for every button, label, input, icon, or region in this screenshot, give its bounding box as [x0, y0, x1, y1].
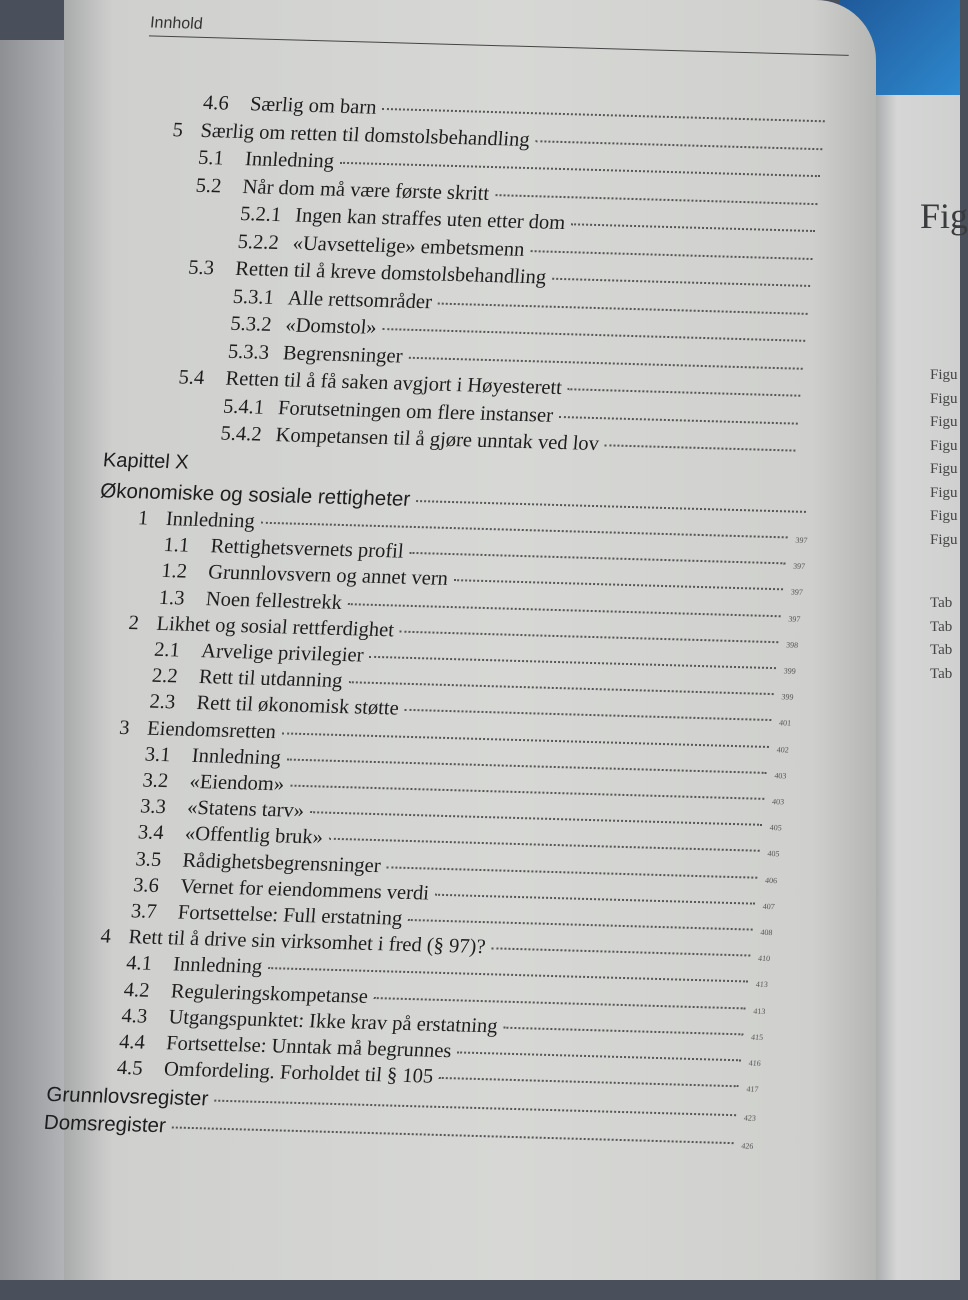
toc-entry-title: Grunnlovsregister: [45, 1083, 209, 1111]
toc-entry-number: 2.2: [151, 665, 200, 689]
toc-entry-title: Rett til å drive sin virksomhet i fred (§ 97)?: [128, 926, 487, 959]
toc-entry-title: Domsregister: [43, 1111, 167, 1138]
dot-leader: [310, 811, 762, 826]
dot-leader: [287, 758, 767, 773]
toc-entry-page: 407: [758, 902, 775, 911]
toc-entry-title: «Statens tarv»: [186, 797, 305, 823]
chapter-title-text: Økonomiske og sosiale rettigheter: [99, 479, 411, 512]
dot-leader: [400, 630, 779, 643]
toc-entry-title: Forutsetningen om flere instanser: [277, 397, 554, 428]
toc-entry-title: Arvelige privilegier: [200, 640, 364, 667]
toc-entry-number: 2: [128, 612, 158, 636]
toc-entry-number: 2.1: [153, 639, 202, 663]
toc-entry-page: 413: [751, 980, 768, 989]
book-page: [64, 0, 876, 1280]
dot-leader: [439, 1077, 739, 1087]
toc-entry-page: 398: [782, 640, 799, 649]
toc-entry-title: Særlig om retten til domstolsbehandling: [200, 119, 531, 151]
dot-leader: [457, 1051, 741, 1061]
toc-entry-title: Innledning: [191, 745, 282, 770]
right-page-list-item: Figu: [930, 367, 958, 384]
toc-entry-number: 4.4: [118, 1031, 167, 1055]
toc-entry-number: 3.7: [130, 900, 179, 924]
right-page-heading: Fig: [920, 195, 968, 237]
right-page-list-item: Figu: [930, 461, 958, 478]
toc-entry-title: Grunnlovsvern og annet vern: [207, 562, 449, 592]
toc-entry-title: «Offentlig bruk»: [184, 823, 324, 850]
dot-leader: [495, 194, 818, 205]
toc-entry-page: 397: [791, 536, 808, 545]
toc-entry-title: Rettighetsvernets profil: [210, 536, 405, 564]
dot-leader: [503, 1026, 743, 1035]
toc-entry-page: 410: [754, 954, 771, 963]
toc-entry-title: Innledning: [165, 508, 256, 533]
toc-entry-page: 403: [768, 797, 785, 806]
toc-entry-page: 403: [770, 771, 787, 780]
toc-entry-title: Retten til å få saken avgjort i Høyesterett: [225, 368, 563, 400]
dot-leader: [405, 709, 772, 721]
toc-entry-number: 5.2: [195, 174, 244, 198]
toc-entry-number: 5.4.2: [220, 423, 277, 447]
toc-entry-number: 5.2.1: [239, 203, 296, 227]
toc-entry-number: 3.4: [137, 822, 186, 846]
toc-entry-title: «Domstol»: [284, 314, 377, 339]
running-header: Innhold: [149, 14, 851, 55]
dot-leader: [491, 947, 750, 956]
toc-entry-title: «Eiendom»: [189, 771, 286, 797]
toc-entry-number: 5.3.3: [227, 340, 284, 364]
toc-entry-number: 5.2.2: [237, 230, 294, 254]
dot-leader: [261, 522, 788, 539]
toc-entry-number: 3: [118, 716, 148, 740]
dot-leader: [282, 732, 769, 748]
toc-entry-title: Eiendomsretten: [146, 717, 277, 744]
toc-entry-number: 4.6: [202, 92, 251, 116]
toc-entry-number: 3.6: [132, 874, 181, 898]
dot-leader: [369, 656, 776, 669]
toc-entry-page: 399: [779, 666, 796, 675]
toc-entry-title: Kompetansen til å gjøre unntak ved lov: [275, 424, 600, 456]
dot-leader: [408, 356, 802, 369]
dot-leader: [340, 162, 820, 177]
toc-entry-number: 5.3.2: [229, 313, 286, 337]
toc-entry-page: 416: [744, 1058, 761, 1067]
toc-entry-title: Fortsettelse: Full erstatning: [177, 902, 403, 931]
dot-leader: [530, 250, 812, 260]
dot-leader: [571, 223, 815, 232]
toc-entry-page: 401: [775, 719, 792, 728]
toc-entry-number: 3.2: [142, 770, 191, 794]
right-page-list-item: Figu: [930, 532, 958, 549]
dot-leader: [435, 894, 755, 905]
toc-entry-number: 1.3: [158, 587, 207, 611]
dot-leader: [374, 997, 746, 1009]
toc-entry-title: Likhet og sosial rettferdighet: [156, 613, 395, 643]
chapter-label: Kapittel X: [102, 449, 190, 474]
dot-leader: [172, 1127, 734, 1145]
toc-entry-page: 417: [742, 1085, 759, 1094]
dot-leader: [382, 328, 805, 342]
toc-entry-number: 1: [137, 507, 167, 531]
toc-entry-number: 1.2: [160, 560, 209, 584]
toc-entry-title: Innledning: [244, 148, 335, 173]
toc-entry-title: Når dom må være første skritt: [242, 176, 490, 206]
toc-entry-number: 5.1: [197, 147, 246, 171]
toc-entry-title: Begrensninger: [282, 342, 404, 368]
toc-entry-title: Ingen kan straffes uten etter dom: [294, 205, 566, 235]
toc-entry-title: Rett til utdanning: [198, 666, 343, 693]
toc-entry-number: 3.1: [144, 743, 193, 767]
toc-entry-number: 4.2: [123, 979, 172, 1003]
toc-entry-page: 408: [756, 928, 773, 937]
toc-entry-number: 5.3: [187, 257, 236, 281]
dot-leader: [290, 785, 764, 800]
toc-entry-title: Noen fellestrekk: [205, 588, 343, 615]
toc-entry-page: 399: [777, 692, 794, 701]
dot-leader: [535, 140, 822, 150]
toc-entry-number: 5: [172, 119, 202, 143]
dot-leader: [408, 919, 753, 931]
right-page-list-item: Tab: [930, 642, 952, 659]
right-page-list-item: Tab: [930, 666, 952, 683]
dot-leader: [214, 1100, 736, 1117]
toc-entry-page: 405: [763, 849, 780, 858]
toc-entry-number: 4.3: [121, 1005, 170, 1029]
toc-entry-title: Vernet for eiendommens verdi: [179, 875, 430, 905]
toc-entry-number: 2.3: [149, 691, 198, 715]
adjacent-page-right: [870, 95, 960, 1280]
toc-entry-number: 1.1: [163, 534, 212, 558]
toc-entry-number: 5.4: [178, 366, 227, 390]
toc-entry-page: 397: [789, 562, 806, 571]
toc-entry-title: Særlig om barn: [249, 93, 377, 119]
right-page-list-item: Tab: [930, 595, 952, 612]
dot-leader: [409, 552, 785, 564]
right-page-list-item: Tab: [930, 619, 952, 636]
toc-entry-page: 406: [761, 875, 778, 884]
right-page-list-item: Figu: [930, 485, 958, 502]
toc-entry-number: 5.3.1: [232, 285, 289, 309]
toc-entry-title: Innledning: [172, 954, 263, 979]
toc-entry-page: 423: [739, 1114, 756, 1123]
toc-entry-number: 3.5: [135, 848, 184, 872]
toc-entry-title: Alle rettsområder: [287, 287, 433, 314]
right-page-list-item: Figu: [930, 438, 958, 455]
dot-leader: [382, 108, 825, 122]
toc-entry-title: «Uavsettelige» embetsmenn: [292, 232, 526, 261]
dot-leader: [454, 580, 783, 591]
toc-entry-title: Omfordeling. Forholdet til § 105: [163, 1058, 434, 1088]
toc-entry-number: 4.5: [116, 1057, 165, 1081]
toc-entry-page: 397: [786, 588, 803, 597]
toc-entry-page: 413: [749, 1006, 766, 1015]
dot-leader: [438, 302, 808, 314]
toc-entry-number: 5.4.1: [222, 395, 279, 419]
dot-leader: [559, 415, 798, 424]
dot-leader: [552, 278, 810, 287]
dot-leader: [605, 444, 796, 451]
toc-entry-page: 405: [765, 823, 782, 832]
right-page-list-item: Figu: [930, 391, 958, 408]
toc-entry-number: 3.3: [139, 796, 188, 820]
toc-entry-page: 426: [737, 1142, 754, 1151]
dot-leader: [348, 681, 774, 695]
right-page-list-item: Figu: [930, 508, 958, 525]
toc-entry-page: 402: [772, 745, 789, 754]
dot-leader: [348, 603, 781, 617]
toc-entry-title: Rådighetsbegrensninger: [182, 849, 382, 877]
dot-leader: [568, 388, 801, 396]
toc-entry-title: Rett til økonomisk støtte: [196, 692, 400, 721]
dot-leader: [329, 838, 760, 852]
dot-leader: [268, 967, 748, 982]
toc-entry-number: 4: [100, 926, 130, 950]
right-page-list-item: Figu: [930, 414, 958, 431]
toc-entry-title: Reguleringskompetanse: [170, 980, 369, 1008]
toc-entry-page: 397: [784, 614, 801, 623]
toc-entry-page: 415: [747, 1032, 764, 1041]
dot-leader: [416, 500, 806, 513]
toc-entry-title: Retten til å kreve domstolsbehandling: [234, 258, 547, 290]
dot-leader: [387, 866, 758, 878]
toc-entry-title: Fortsettelse: Unntak må begrunnes: [165, 1032, 452, 1063]
toc-entry-title: Utgangspunktet: Ikke krav på erstatning: [168, 1006, 499, 1038]
toc-entry-number: 4.1: [125, 953, 174, 977]
